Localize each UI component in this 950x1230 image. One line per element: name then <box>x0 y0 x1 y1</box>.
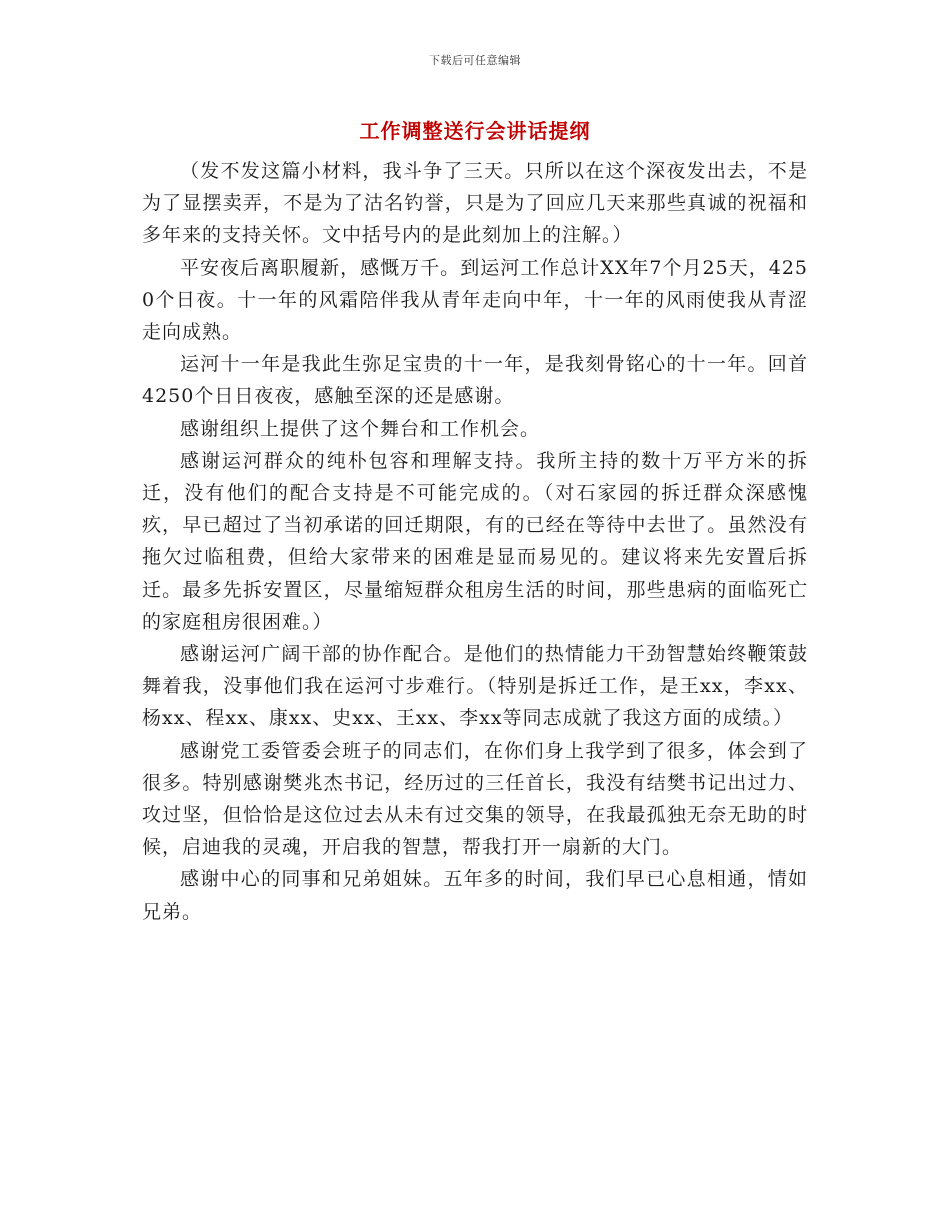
document-body <box>142 155 808 928</box>
header-note: 下载后可任意编辑 <box>429 54 521 67</box>
paragraph: 感谢党工委管委会班子的同志们，在你们身上我学到了很多，体会到了很多。特别感谢樊兆杰书记，经历过的三任首长，我没有结樊书记出过力、攻过坚，但恰恰是这位过去从未有过交集的领导，在我最孤独无奈无助的时候，启迪我的灵魂，开启我的智慧，帮我打开一扇新的大门。 <box>142 739 808 859</box>
paragraph: 感谢运河群众的纯朴包容和理解支持。我所主持的数十万平方米的拆迁，没有他们的配合支持是不可能完成的。（对石家园的拆迁群众深感愧疚，早已超过了当初承诺的回迁期限，有的已经在等待中去世了。虽然没有拖欠过临租费，但给大家带来的困难是显而易见的。建议将来先安置后拆迁。最多先拆安置区，尽量缩短群众租房生活的时间，那些患病的面临死亡的家庭租房很困难。） <box>142 449 808 633</box>
paragraph: （发不发这篇小材料，我斗争了三天。只所以在这个深夜发出去，不是为了显摆卖弄，不是为了沽名钓誉，只是为了回应几天来那些真诚的祝福和多年来的支持关怀。文中括号内的是此刻加上的注解。） <box>142 160 808 247</box>
paragraph: 感谢组织上提供了这个舞台和工作机会。 <box>180 417 541 440</box>
paragraph: 感谢中心的同事和兄弟姐妹。五年多的时间，我们早已心息相通，情如兄弟。 <box>142 868 808 923</box>
paragraph: 感谢运河广阔干部的协作配合。是他们的热情能力干劲智慧始终鞭策鼓舞着我，没事他们我在运河寸步难行。（特别是拆迁工作，是王xx，李xx、杨xx、程xx、康xx、史xx、王xx、李xx等同志成就了我这方面的成绩。） <box>142 643 808 730</box>
paragraph: 平安夜后离职履新，感慨万千。到运河工作总计XX年7个月25天，4250个日夜。十一年的风霜陪伴我从青年走向中年，十一年的风雨使我从青涩走向成熟。 <box>142 256 808 344</box>
document-title: 工作调整送行会讲话提纲 <box>359 119 591 143</box>
paragraph: 运河十一年是我此生弥足宝贵的十一年，是我刻骨铭心的十一年。回首4250个日日夜夜，感触至深的还是感谢。 <box>142 353 808 408</box>
